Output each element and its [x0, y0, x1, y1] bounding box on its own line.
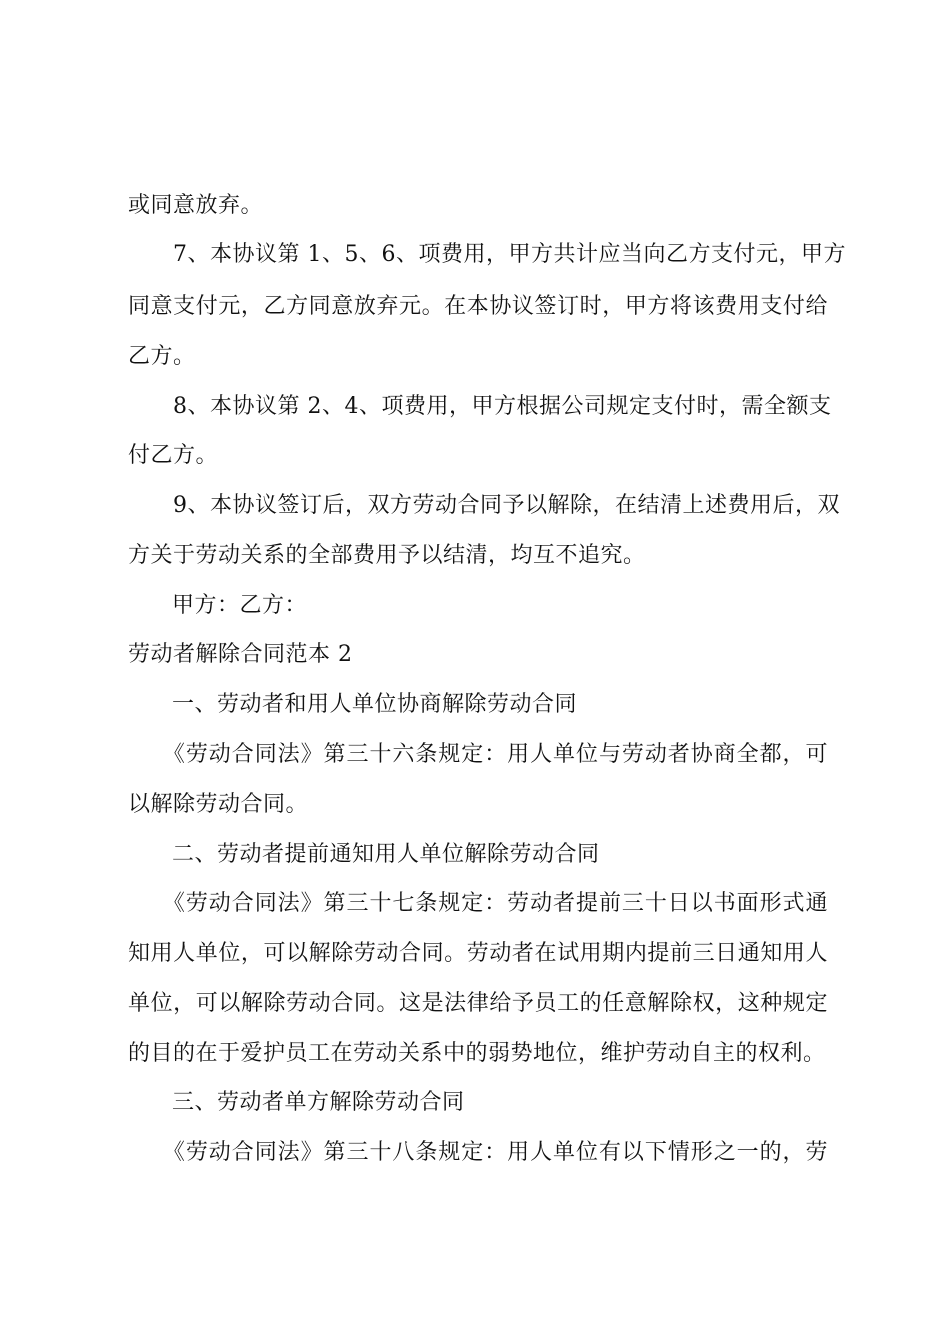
- text-line: 付乙方。: [128, 443, 219, 468]
- section-heading: 三、劳动者单方解除劳动合同: [172, 1090, 465, 1115]
- text-line: 单位，可以解除劳动合同。这是法律给予员工的任意解除权，这种规定: [128, 991, 828, 1016]
- text-line: 知用人单位，可以解除劳动合同。劳动者在试用期内提前三日通知用人: [128, 941, 828, 966]
- text-line: 方关于劳动关系的全部费用予以结清，均互不追究。: [128, 543, 646, 568]
- text-line: 或同意放弃。: [128, 193, 264, 218]
- text-line: 《劳动合同法》第三十七条规定：劳动者提前三十日以书面形式通: [128, 891, 828, 916]
- text-line: 乙方。: [128, 344, 196, 369]
- text-line: 8、本协议第 2、4、项费用，甲方根据公司规定支付时，需全额支: [128, 394, 832, 419]
- text-line: 《劳动合同法》第三十八条规定：用人单位有以下情形之一的，劳: [128, 1140, 828, 1165]
- text-line: 以解除劳动合同。: [128, 792, 309, 817]
- signature-line: 甲方：乙方：: [172, 593, 308, 618]
- text-line: 7、本协议第 1、5、6、项费用，甲方共计应当向乙方支付元，甲方: [128, 242, 846, 267]
- section-title: 劳动者解除合同范本 2: [128, 642, 353, 667]
- text-line: 的目的在于爱护员工在劳动关系中的弱势地位，维护劳动自主的权利。: [128, 1041, 826, 1066]
- text-line: 同意支付元，乙方同意放弃元。在本协议签订时，甲方将该费用支付给: [128, 294, 828, 319]
- text-line: 9、本协议签订后，双方劳动合同予以解除，在结清上述费用后，双: [128, 493, 840, 518]
- text-line: 《劳动合同法》第三十六条规定：用人单位与劳动者协商全都，可: [128, 742, 828, 767]
- section-heading: 二、劳动者提前通知用人单位解除劳动合同: [172, 842, 600, 867]
- section-heading: 一、劳动者和用人单位协商解除劳动合同: [172, 692, 578, 717]
